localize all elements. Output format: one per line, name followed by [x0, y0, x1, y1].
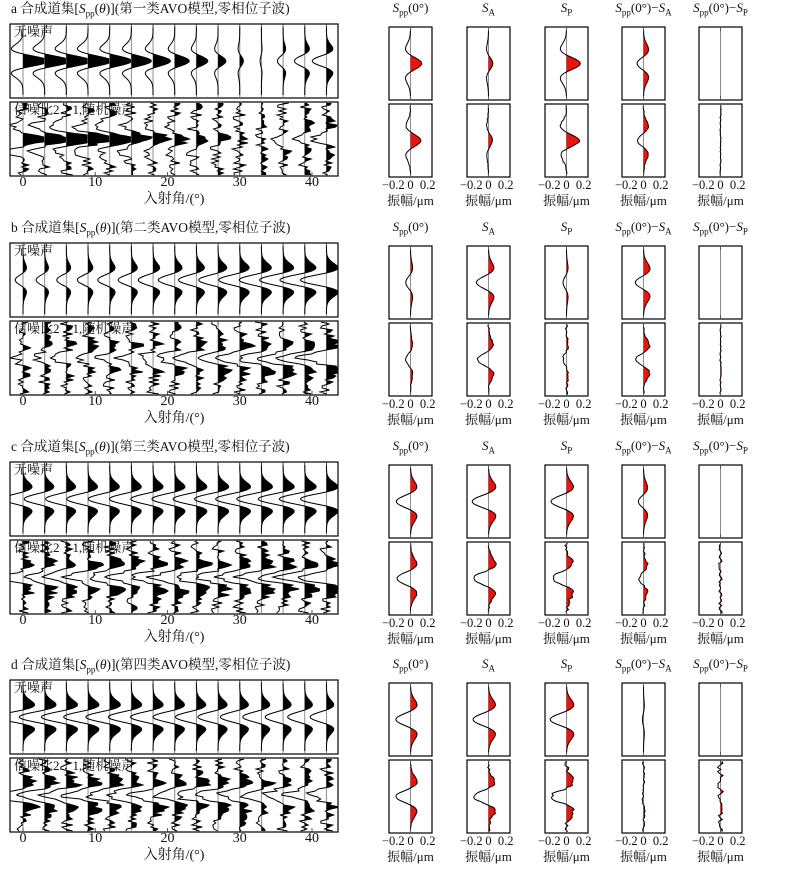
column-header: $S_{pp}(0^\circ)$ [392, 656, 429, 674]
amplitude-tick-label: 0.2 [419, 397, 436, 411]
column-header: $S_{pp}(0^\circ)-S_P$ [693, 656, 748, 674]
wavelet-trace [474, 761, 496, 832]
amplitude-tick-label: 0 [717, 834, 724, 848]
column-header: $S_{pp}(0^\circ)$ [392, 438, 429, 456]
row-label-noisy: 信噪比2∶1,随机噪声 [14, 102, 135, 117]
amplitude-tick-label: 0.2 [652, 834, 669, 848]
panel-title: d 合成道集$[S_{pp}(\theta)]$(第四类AVO模型,零相位子波) [11, 657, 291, 675]
column-header: $S_A$ [482, 438, 495, 456]
wavelet-trace [635, 247, 650, 318]
amplitude-tick-label: −0.2 [691, 397, 715, 411]
amplitude-tick-label: −0.2 [459, 616, 483, 630]
wavelet-trace [718, 761, 724, 832]
angle-tick-label: 0 [19, 831, 27, 846]
column-header: $S_{pp}(0^\circ)-S_A$ [615, 219, 672, 237]
angle-tick-label: 30 [232, 175, 247, 190]
wavelet-trace [473, 684, 495, 755]
angle-tick-label: 40 [305, 613, 319, 628]
amplitude-tick-label: 0 [563, 397, 570, 411]
amplitude-tick-label: 0.2 [419, 616, 436, 630]
amplitude-axis-label: 振幅/μm [620, 193, 667, 208]
amplitude-tick-label: 0 [640, 616, 647, 630]
wavelet-trace [406, 247, 413, 318]
amplitude-tick-label: 0.2 [652, 616, 669, 630]
amplitude-tick-label: 0 [640, 178, 647, 192]
amplitude-axis-label: 振幅/μm [620, 849, 667, 864]
angle-tick-label: 30 [232, 394, 247, 409]
amplitude-axis-label: 振幅/μm [387, 849, 434, 864]
amplitude-tick-label: 0 [563, 834, 570, 848]
angle-tick-label: 10 [88, 613, 103, 628]
amplitude-axis-label: 振幅/μm [465, 193, 512, 208]
wavelet-trace [396, 761, 417, 832]
angle-tick-label: 10 [88, 831, 103, 846]
column-header: $S_{pp}(0^\circ)-S_A$ [615, 438, 672, 456]
amplitude-tick-label: 0 [407, 397, 414, 411]
amplitude-axis-label: 振幅/μm [465, 849, 512, 864]
amplitude-tick-label: −0.2 [614, 397, 638, 411]
amplitude-tick-label: 0 [717, 616, 724, 630]
panel-title: a 合成道集$[S_{pp}(\theta)]$(第一类AVO模型,零相位子波) [11, 1, 290, 19]
wavelet-trace [406, 28, 422, 99]
amplitude-tick-label: −0.2 [381, 616, 405, 630]
amplitude-axis-label: 振幅/μm [697, 412, 744, 427]
panel-title: c 合成道集$[S_{pp}(\theta)]$(第三类AVO模型,零相位子波) [11, 439, 290, 457]
wavelet-trace [560, 28, 580, 99]
amplitude-tick-label: −0.2 [614, 178, 638, 192]
row-label-noisy: 信噪比2∶1,随机噪声 [14, 540, 135, 555]
amplitude-tick-label: 0 [563, 178, 570, 192]
panel-d [0, 656, 787, 875]
wavelet-trace [563, 324, 568, 395]
amplitude-tick-label: 0 [485, 178, 492, 192]
amplitude-tick-label: −0.2 [537, 616, 561, 630]
amplitude-tick-label: 0 [717, 397, 724, 411]
angle-tick-label: 10 [88, 175, 103, 190]
column-header: $S_P$ [560, 656, 573, 674]
amplitude-axis-label: 振幅/μm [697, 631, 744, 646]
amplitude-tick-label: 0.2 [652, 178, 669, 192]
wavelet-trace [477, 324, 494, 395]
amplitude-tick-label: −0.2 [537, 397, 561, 411]
amplitude-tick-label: −0.2 [537, 834, 561, 848]
amplitude-tick-label: −0.2 [381, 834, 405, 848]
wavelet-trace [642, 684, 644, 755]
amplitude-tick-label: 0 [640, 397, 647, 411]
wavelet-trace [486, 105, 492, 176]
wavelet-trace [552, 761, 575, 832]
amplitude-tick-label: 0.2 [575, 616, 592, 630]
amplitude-tick-label: 0 [407, 834, 414, 848]
column-header: $S_{pp}(0^\circ)-S_P$ [693, 219, 748, 237]
angle-tick-label: 0 [19, 175, 27, 190]
wavelet-trace [406, 105, 421, 176]
column-header: $S_P$ [560, 219, 573, 237]
gather-box-clean [10, 462, 338, 536]
gather-traces-clean [11, 25, 332, 97]
row-label-clean: 无噪声 [14, 24, 54, 39]
amplitude-tick-label: 0.2 [729, 834, 746, 848]
angle-tick-label: 20 [160, 613, 175, 628]
column-header: $S_{pp}(0^\circ)-S_P$ [693, 438, 748, 456]
angle-tick-label: 0 [19, 613, 27, 628]
amplitude-tick-label: −0.2 [614, 616, 638, 630]
column-header: $S_A$ [482, 0, 495, 18]
panel-title: b 合成道集$[S_{pp}(\theta)]$(第二类AVO模型,零相位子波) [11, 220, 291, 238]
amplitude-tick-label: 0 [485, 834, 492, 848]
column-header: $S_P$ [560, 438, 573, 456]
wavelet-trace [474, 543, 496, 614]
amplitude-tick-label: 0 [407, 178, 414, 192]
panel-c [0, 438, 787, 657]
row-label-clean: 无噪声 [14, 243, 54, 258]
amplitude-tick-label: −0.2 [614, 834, 638, 848]
wavelet-trace [563, 247, 568, 318]
column-header: $S_{pp}(0^\circ)$ [392, 219, 429, 237]
amplitude-tick-label: 0.2 [497, 616, 514, 630]
amplitude-tick-label: −0.2 [691, 178, 715, 192]
row-label-clean: 无噪声 [14, 680, 54, 695]
angle-tick-label: 30 [232, 613, 247, 628]
wavelet-trace [720, 105, 721, 176]
amplitude-axis-label: 振幅/μm [387, 412, 434, 427]
amplitude-axis-label: 振幅/μm [387, 193, 434, 208]
amplitude-tick-label: 0 [485, 616, 492, 630]
amplitude-tick-label: −0.2 [381, 178, 405, 192]
angle-tick-label: 40 [305, 394, 319, 409]
amplitude-tick-label: −0.2 [691, 834, 715, 848]
angle-tick-label: 10 [88, 394, 103, 409]
amplitude-axis-label: 振幅/μm [543, 849, 590, 864]
wavelet-trace [639, 543, 648, 614]
amplitude-axis-label: 振幅/μm [543, 412, 590, 427]
amplitude-tick-label: −0.2 [537, 178, 561, 192]
amplitude-tick-label: 0.2 [497, 178, 514, 192]
amplitude-tick-label: 0.2 [729, 616, 746, 630]
amplitude-axis-label: 振幅/μm [543, 193, 590, 208]
panel-a [0, 0, 787, 219]
column-header: $S_{pp}(0^\circ)-S_P$ [693, 0, 748, 18]
amplitude-tick-label: −0.2 [459, 397, 483, 411]
amplitude-tick-label: 0 [717, 178, 724, 192]
wavelet-trace [396, 684, 417, 755]
angle-axis-label: 入射角/(°) [143, 411, 205, 426]
wavelet-trace [406, 324, 413, 395]
amplitude-tick-label: 0.2 [575, 397, 592, 411]
amplitude-tick-label: 0.2 [497, 834, 514, 848]
angle-tick-label: 30 [232, 831, 247, 846]
wavelet-trace [719, 543, 722, 614]
wavelet-trace [642, 761, 645, 832]
wavelet-trace [638, 466, 647, 537]
wavelet-trace [554, 543, 574, 614]
wavelet-trace [636, 324, 650, 395]
gather-box-clean [10, 243, 338, 317]
amplitude-tick-label: 0.2 [575, 178, 592, 192]
amplitude-axis-label: 振幅/μm [465, 412, 512, 427]
amplitude-tick-label: 0.2 [652, 397, 669, 411]
column-header: $S_A$ [482, 219, 495, 237]
angle-axis-label: 入射角/(°) [143, 848, 205, 863]
amplitude-tick-label: 0 [485, 397, 492, 411]
column-header: $S_{pp}(0^\circ)$ [392, 0, 429, 18]
angle-tick-label: 20 [160, 175, 175, 190]
amplitude-tick-label: −0.2 [691, 616, 715, 630]
angle-tick-label: 20 [160, 831, 175, 846]
angle-tick-label: 40 [305, 175, 319, 190]
wavelet-trace [550, 684, 574, 755]
amplitude-tick-label: 0 [640, 834, 647, 848]
wavelet-trace [638, 105, 649, 176]
amplitude-tick-label: 0.2 [419, 834, 436, 848]
angle-axis-label: 入射角/(°) [143, 630, 205, 645]
row-label-clean: 无噪声 [14, 462, 54, 477]
column-header: $S_A$ [482, 656, 495, 674]
amplitude-axis-label: 振幅/μm [465, 631, 512, 646]
column-header: $S_{pp}(0^\circ)-S_A$ [615, 0, 672, 18]
angle-tick-label: 0 [19, 394, 27, 409]
row-label-noisy: 信噪比2∶1,随机噪声 [14, 758, 135, 773]
wavelet-trace [551, 466, 573, 537]
amplitude-axis-label: 振幅/μm [620, 631, 667, 646]
column-header: $S_{pp}(0^\circ)-S_A$ [615, 656, 672, 674]
amplitude-axis-label: 振幅/μm [543, 631, 590, 646]
panel-b [0, 219, 787, 438]
wavelet-trace [476, 247, 493, 318]
amplitude-tick-label: −0.2 [459, 834, 483, 848]
amplitude-tick-label: 0.2 [729, 178, 746, 192]
amplitude-axis-label: 振幅/μm [620, 412, 667, 427]
amplitude-tick-label: 0.2 [575, 834, 592, 848]
amplitude-tick-label: 0.2 [419, 178, 436, 192]
angle-axis-label: 入射角/(°) [143, 192, 205, 207]
amplitude-tick-label: −0.2 [381, 397, 405, 411]
amplitude-tick-label: −0.2 [459, 178, 483, 192]
amplitude-axis-label: 振幅/μm [697, 849, 744, 864]
amplitude-axis-label: 振幅/μm [697, 193, 744, 208]
amplitude-tick-label: 0 [563, 616, 570, 630]
gather-traces-clean [15, 244, 338, 316]
row-label-noisy: 信噪比2∶1,随机噪声 [14, 321, 135, 336]
column-header: $S_P$ [560, 0, 573, 18]
wavelet-trace [472, 466, 496, 537]
wavelet-trace [637, 28, 649, 99]
amplitude-tick-label: 0.2 [497, 397, 514, 411]
wavelet-trace [720, 324, 721, 395]
wavelet-trace [396, 466, 417, 537]
amplitude-axis-label: 振幅/μm [387, 631, 434, 646]
gather-traces-clean [3, 463, 338, 535]
amplitude-tick-label: 0 [407, 616, 414, 630]
gather-box-clean [10, 680, 338, 754]
angle-tick-label: 40 [305, 831, 319, 846]
amplitude-tick-label: 0.2 [729, 397, 746, 411]
angle-tick-label: 20 [160, 394, 175, 409]
wavelet-trace [560, 105, 579, 176]
wavelet-trace [397, 543, 417, 614]
wavelet-trace [487, 28, 493, 99]
